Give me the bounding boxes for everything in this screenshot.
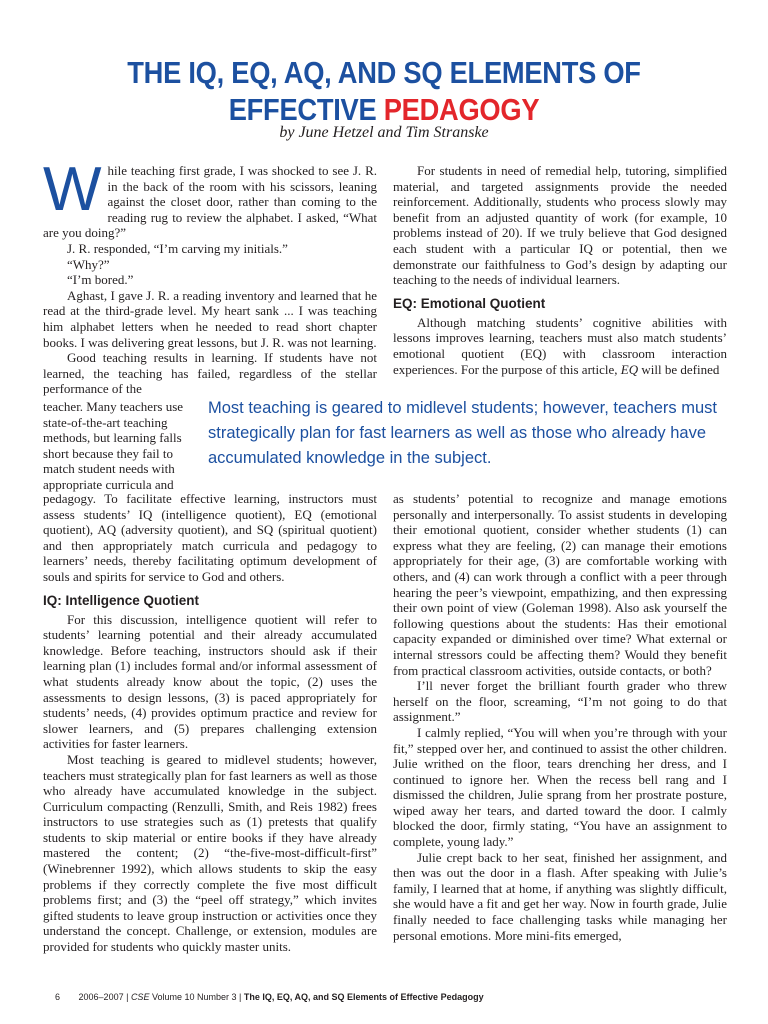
paragraph: Aghast, I gave J. R. a reading inventory and learned that he read at the third-grade level. My heart sank ... I was teaching him alphabet letters when he needed to read short chapter books. I was delivering great lessons, but J. R. was not learning. [43, 287, 377, 350]
paragraph: I calmly replied, “You will when you’re through with your fit,” stepped over her, and continued to assist the other children. Julie writhed on the floor, tears drenching her dress, and I continued to ignore her. When the recess bell rang and I dismissed the children, Julie sprang from her prostrate posture, wiped away her tears, and darted toward the door. I calmly blocked the door, firmly stating, “You have an assignment to complete, young lady.” [393, 724, 727, 850]
footer-year: 2006–2007 [78, 992, 124, 1002]
paragraph: J. R. responded, “I’m carving my initials.” [67, 240, 288, 256]
paragraph: “I’m bored.” [67, 272, 134, 288]
title-accent-word: PEDAGOGY [383, 92, 540, 127]
paragraph: as students’ potential to recognize and manage emotions personally and interpersonally. To assist students in developing their emotional quotient, consider whether students (1) can express what they are feeling, (2) can manage their emotions appropriately for their age, (3) are comfortable working with others, and (4) can work through a conflict with a peer through hearing the peer’s viewpoint, empathizing, and then expressing their own point of view (Goleman 1998). Also ask yourself the following questions about the students: Has their emotional capacity expanded or diminished over time? What external or internal stressors could be affecting them? Would they benefit from practical classroom activities, outside contacts, or both? [393, 491, 727, 678]
emphasis: EQ [620, 361, 639, 377]
title-line-2-text: EFFECTIVE [228, 92, 384, 127]
right-column-top [393, 163, 727, 377]
title-line-1: THE IQ, EQ, AQ, AND SQ ELEMENTS OF [127, 55, 641, 90]
paragraph: Julie crept back to her seat, finished her assignment, and then was out the door in a flash. After speaking with Julie’s family, I learned that at home, if anything was slightly difficult, she would have a fit and get her way. Now in fourth grade, Julie finally needed to face challenging tasks while managing her personal emotions. More mini-fits emerged, [393, 849, 727, 943]
byline: by June Hetzel and Tim Stranske [279, 124, 489, 141]
intro-paragraph [43, 155, 377, 241]
heading-eq: EQ: Emotional Quotient [393, 295, 546, 311]
text-run: will be defined [638, 361, 720, 377]
left-column-bottom [43, 491, 377, 955]
paragraph: “Why?” [67, 256, 110, 272]
pull-quote: Most teaching is geared to midlevel students; however, teachers must strategically plan for fast learners as well as those who already have accumulated knowledge in the subject. [208, 399, 718, 467]
article-title [0, 54, 768, 128]
paragraph [393, 315, 727, 377]
paragraph: I’ll never forget the brilliant fourth grader who threw herself on the floor, screaming, “I’m not going to do that assignment.” [393, 678, 727, 725]
footer-journal: CSE [130, 992, 150, 1002]
paragraph: For this discussion, intelligence quotient will refer to students’ learning potential and their already accumulated knowledge. Before teaching, instructors should ask if their learning plan (1) includes formal and/or informal assessment of what students already know about the topic, (2) uses the assessments to design lessons, (3) is paced appropriately for students’ needs, (4) provides optimum practice and review for slower learners, and (5) prepares challenging extension activities for faster learners. [43, 611, 377, 752]
paragraph: Most teaching is geared to midlevel students; however, teachers must strategically plan for fast learners as well as those who already have accumulated knowledge in the subject. Curriculum compacting (Renzulli, Smith, and Reis 1982) frees instructors to use strategies such as (1) pretests that qualify students to skip material or entire books if they have already mastered the content; (2) “the-five-most-difficult-first” (Winebrenner 1992), which allows students to skip the easy problems if they correctly complete the five most difficult problems first; and (3) the “peel off strategy,” which invites gifted students to leave group instruction or activities once they understand the concept. Challenge, or extension, modules are provided for students who quickly master units. [43, 751, 377, 955]
footer-separator: | [123, 992, 131, 1002]
right-column-bottom [393, 491, 727, 943]
footer-volume: Volume 10 Number 3 [149, 992, 240, 1002]
intro-text: hile teaching first grade, I was shocked to see J. R. in the back of the room with his scissors, leaning against the closet door, rather than coming to the reading rug to review the alphabet. I asked, “What are you doing?” [43, 163, 377, 241]
footer-separator: | [239, 992, 244, 1002]
text-run: Although matching students’ cognitive abilities with lessons improves learning, teachers must also match students’ emotional quotient (EQ) with classroom interaction experiences. For the purpose of this article, [393, 314, 727, 377]
page-footer [55, 992, 484, 1002]
heading-iq: IQ: Intelligence Quotient [43, 592, 200, 608]
paragraph: Good teaching results in learning. If students have not learned, the teaching has failed, regardless of the stellar performance of the [43, 350, 377, 397]
footer-article-title: The IQ, EQ, AQ, and SQ Elements of Effective Pedagogy [243, 992, 484, 1002]
title-line-2 [46, 91, 722, 128]
drop-cap: W [43, 155, 102, 224]
left-column-top [43, 155, 377, 397]
page-number: 6 [55, 992, 61, 1002]
paragraph: For students in need of remedial help, tutoring, simplified material, and targeted assignments provide the needed reinforcement. Additionally, students who process slowly may benefit from an adjusted quantity of work (for example, 10 problems instead of 20). If we truly believe that God designed each student with a particular IQ or potential, then we demonstrate our faithfulness to God’s design by adapting our teaching to the needs of individual learners. [393, 163, 727, 288]
left-column-narrow: teacher. Many teachers use state-of-the-art teaching methods, but learning falls short because they fail to match student needs with appropriate curricula and [43, 399, 184, 492]
paragraph: pedagogy. To facilitate effective learning, instructors must assess students’ IQ (intelligence quotient), EQ (emotional quotient), AQ (adversity quotient), and SQ (spiritual quotient) and then appropriately match curricula and pedagogy to learners’ needs, thereby facilitating optimum development of souls and spirits for service to God and others. [43, 491, 377, 584]
